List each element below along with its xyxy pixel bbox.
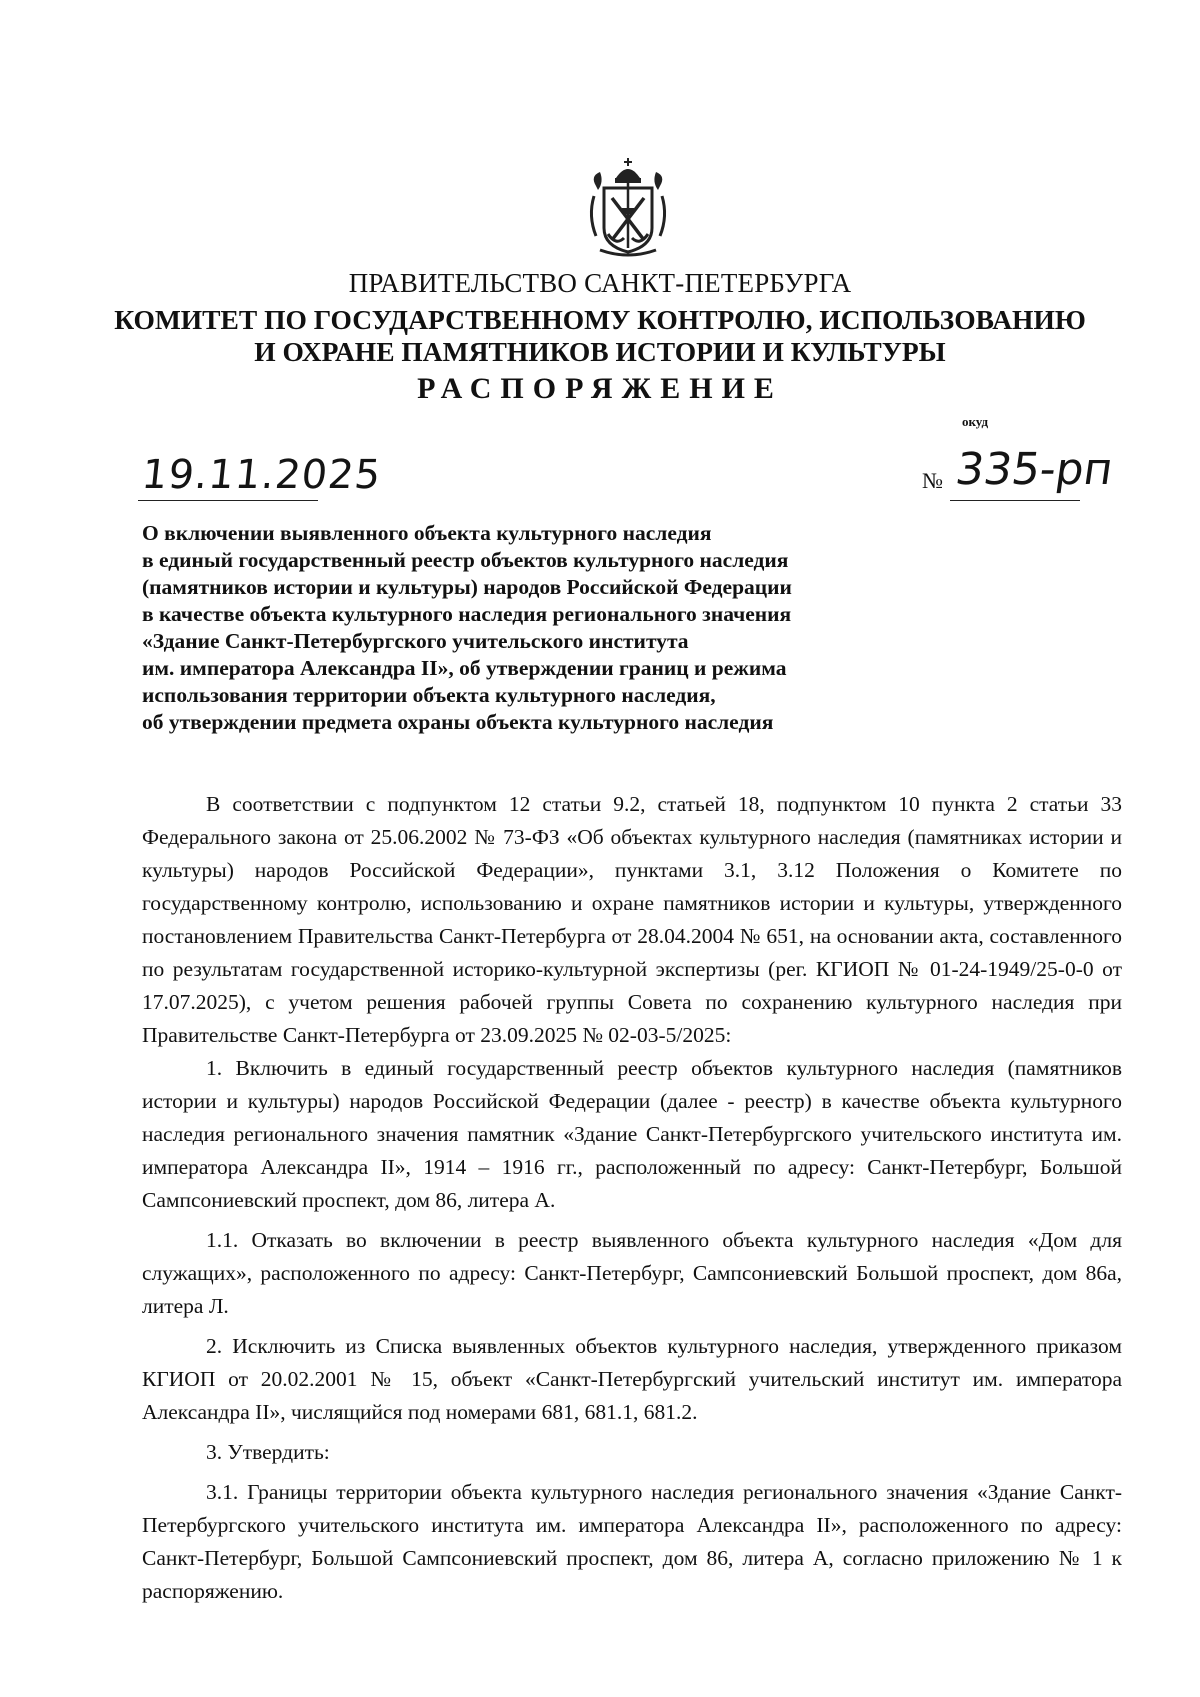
number-underline xyxy=(950,500,1080,501)
date-underline xyxy=(138,500,318,501)
subject-line: об утверждении предмета охраны объекта культурного наследия xyxy=(142,710,774,734)
committee-title xyxy=(60,304,1140,368)
subject-line: в единый государственный реестр объектов культурного наследия xyxy=(142,548,789,572)
preamble-paragraph: В соответствии с подпунктом 12 статьи 9.2, статьей 18, подпунктом 10 пункта 2 статьи 33 Федерального закона от 25.06.2002 № 73-ФЗ «Об объектах культурного наследия (памятниках истории и культуры) народов Российской Федерации», пунктами 3.1, 3.12 Положения о Комитете по государственному контролю, использованию и охране памятников истории и культуры, утвержденного постановлением Правительства Санкт-Петербурга от 28.04.2004 № 651, на основании акта, составленного по результатам государственной историко-культурной экспертизы (рег. КГИОП № 01-24-1949/25-0-0 от 17.07.2025), с учетом решения рабочей группы Совета по сохранению культурного наследия при Правительстве Санкт-Петербурга от 23.09.2025 № 02-03-5/2025: xyxy=(142,792,1122,1047)
document-type-title: РАСПОРЯЖЕНИЕ xyxy=(417,372,783,405)
committee-title-line: КОМИТЕТ ПО ГОСУДАРСТВЕННОМУ КОНТРОЛЮ, ИСПОЛЬЗОВАНИЮ xyxy=(114,304,1086,335)
document-subject xyxy=(142,520,902,736)
government-title: ПРАВИТЕЛЬСТВО САНКТ-ПЕТЕРБУРГА xyxy=(348,268,852,298)
subject-line: использования территории объекта культурного наследия, xyxy=(142,683,716,707)
subject-line: (памятников истории и культуры) народов Российской Федерации xyxy=(142,575,792,599)
clause-paragraph: 3. Утвердить: xyxy=(206,1440,330,1464)
subject-line: в качестве объекта культурного наследия регионального значения xyxy=(142,602,792,626)
document-body xyxy=(142,788,1122,1608)
okud-label: окуд xyxy=(962,414,989,429)
clause-paragraph: 1.1. Отказать во включении в реестр выявленного объекта культурного наследия «Дом для служащих», расположенного по адресу: Санкт-Петербург, Сампсониевский Большой проспект, дом 86а, литера Л. xyxy=(142,1228,1122,1318)
subject-line: «Здание Санкт-Петербургского учительского института xyxy=(142,629,689,653)
subject-line: им. императора Александра II», об утверждении границ и режима xyxy=(142,656,787,680)
handwritten-number: 335-рп xyxy=(952,444,1117,495)
number-sign: № xyxy=(922,468,943,493)
clause-paragraph: 1. Включить в единый государственный реестр объектов культурного наследия (памятников истории и культуры) народов Российской Федерации (далее - реестр) в качестве объекта культурного наследия регионального значения памятник «Здание Санкт-Петербургского учительского института им. императора Александра II», 1914 – 1916 гг., расположенный по адресу: Санкт-Петербург, Большой Сампсониевский проспект, дом 86, литера А. xyxy=(142,1056,1122,1212)
handwritten-date: 19.11.2025 xyxy=(139,452,384,498)
subject-line: О включении выявленного объекта культурного наследия xyxy=(142,521,712,545)
clause-paragraph: 2. Исключить из Списка выявленных объектов культурного наследия, утвержденного приказом КГИОП от 20.02.2001 № 15, объект «Санкт-Петербургский учительский институт им. императора Александра II», числящийся под номерами 681, 681.1, 681.2. xyxy=(142,1334,1122,1424)
clause-paragraph: 3.1. Границы территории объекта культурного наследия регионального значения «Здание Санкт-Петербургского учительского института им. императора Александра II», расположенного по адресу: Санкт-Петербург, Большой Сампсониевский проспект, дом 86, литера А, согласно приложению № 1 к распоряжению. xyxy=(142,1480,1122,1603)
coat-of-arms-icon xyxy=(586,156,670,258)
committee-title-line: И ОХРАНЕ ПАМЯТНИКОВ ИСТОРИИ И КУЛЬТУРЫ xyxy=(254,336,946,367)
